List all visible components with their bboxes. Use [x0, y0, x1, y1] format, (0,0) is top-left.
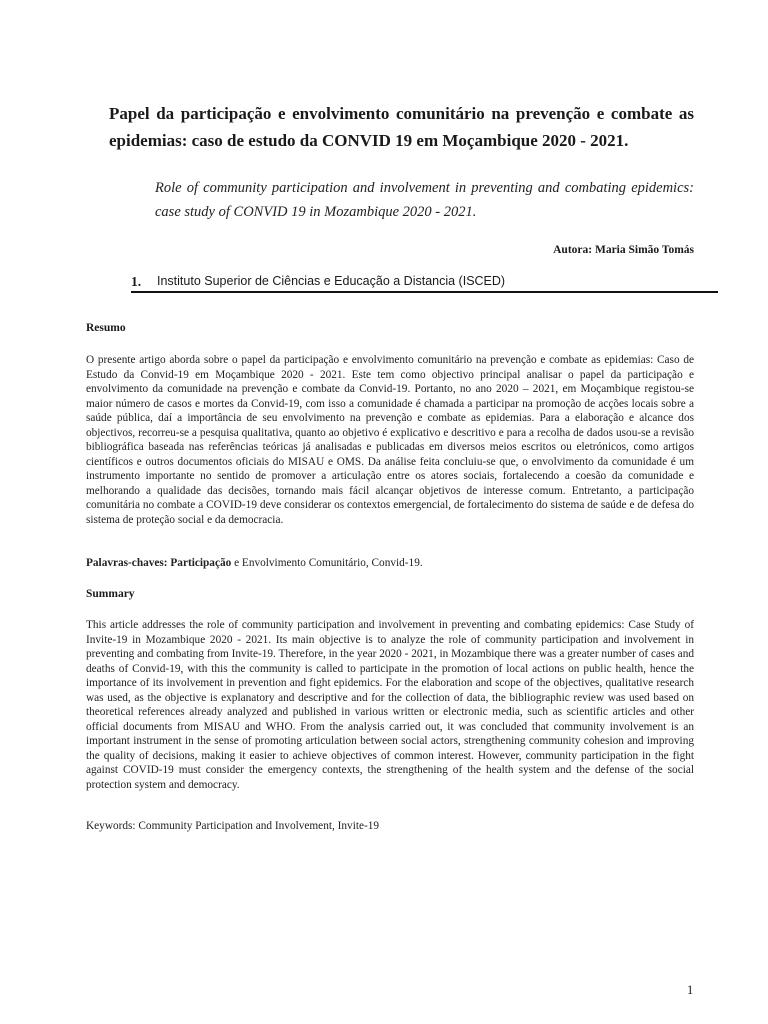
- page-number: 1: [687, 983, 694, 997]
- palavras-chaves-label: Palavras-chaves: Participação: [86, 557, 232, 569]
- resumo-paragraph: O presente artigo aborda sobre o papel da participação e envolvimento comunitário na prevenção e combate as epidemias: Caso de Estudo da Convid-19 em Moçambique 2020 - 2021. Este tem como objectivo principal analisar o papel da participação e envolvimento da comunidade na prevenção e combate da Convid-19. Portanto, no ano 2020 – 2021, em Moçambique registou-se maior número de casos e mortes da Convid-19, com isso a comunidade é chamada a participar na promoção de acções locais sobre a saúde pública, daí a importância de seu envolvimento na prevenção e combate as epidemias. Para a elaboração e alcance dos objectivos, recorreu-se a pesquisa qualitativa, quanto ao objetivo é explicativo e descritivo e para a recolha de dados usou-se a revisão bibliográfica baseada nas referências teóricas já analisadas e publicadas em diversos meios escritos ou eletrónicos, como artigos científicos e outros documentos oficiais do MISAU e OMS. Da análise feita concluiu-se que, o envolvimento da comunidade é um instrumento importante no sentido de promover a articulação entre os atores sociais, fortalecendo a coesão da comunidade e melhorando a qualidade das decisões, tornando mais fácil alcançar objetivos de interesse comum. Entretanto, a participação comunitária no combate a COVID-19 deve considerar os contextos emergencial, de fortalecimento do sistema de saúde e de defesa do sistema de proteção social e da democracia.: [86, 354, 694, 526]
- affiliation-text: Instituto Superior de Ciências e Educação a Distancia (ISCED): [157, 274, 506, 288]
- keywords-line: Keywords: Community Participation and Involvement, Invite-19: [86, 820, 380, 832]
- paper-subtitle-english: Role of community participation and involvement in preventing and combating epidemics: case study of CONVID 19 in Mozambique 2020 - 2021.: [155, 180, 694, 220]
- resumo-heading: Resumo: [86, 322, 126, 334]
- paper-title: Papel da participação e envolvimento comunitário na prevenção e combate as epidemias: caso de estudo da CONVID 19 em Moçambique 2020 - 2021.: [109, 104, 694, 150]
- palavras-chaves-text: e Envolvimento Comunitário, Convid-19.: [231, 557, 423, 569]
- author-line: Autora: Maria Simão Tomás: [553, 244, 694, 256]
- affiliation-line: [131, 272, 718, 293]
- summary-heading: Summary: [86, 588, 135, 600]
- palavras-chaves-line: [86, 557, 423, 569]
- summary-paragraph: This article addresses the role of community participation and involvement in preventing and combating epidemics: Case Study of Invite-19 in Mozambique 2020 - 2021. Its main objective is to analyze the role of community participation and involvement in preventing and combating from Invite-19. Therefore, in the year 2020 - 2021, in Mozambique there was a greater number of cases and deaths of Convid-19, with this the community is called to participate in the promotion of local actions on public health, hence the importance of its involvement in prevention and fight epidemics. For the elaboration and scope of the objectives, qualitative research was used, as the objective is explanatory and descriptive and for the collection of data, the bibliographic review was used based on theoretical references already analyzed and published in various written or electronic media, such as scientific articles and other official documents from MISAU and WHO. From the analysis carried out, it was concluded that community involvement is an important instrument in the sense of promoting articulation between social actors, strengthening community cohesion and improving the quality of decisions, making it easier to achieve objectives of common interest. However, community participation in the fight against COVID-19 must consider the emergency contexts, the strengthening of the health system and the defense of the social protection system and democracy.: [86, 619, 694, 791]
- affiliation-number: 1.: [131, 274, 142, 289]
